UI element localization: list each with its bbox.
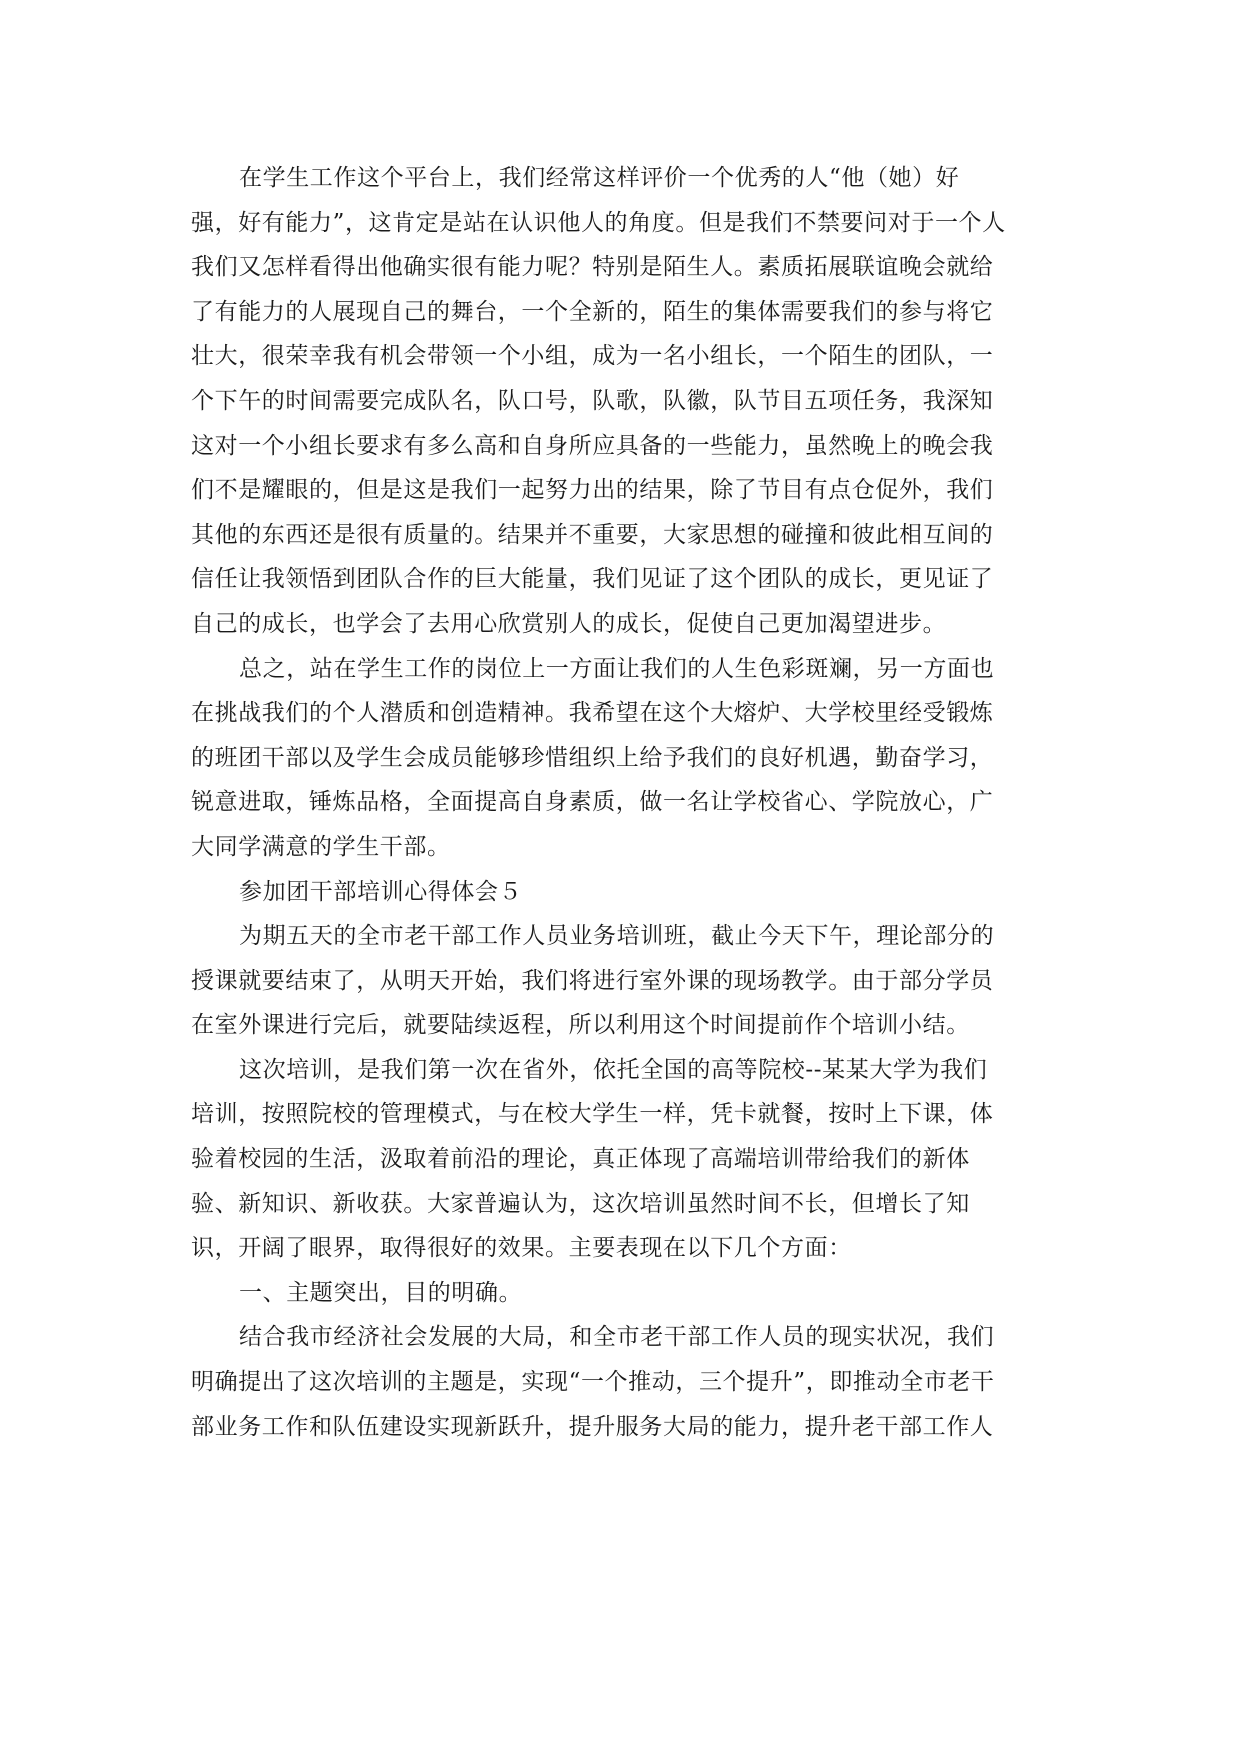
text-line: 信任让我领悟到团队合作的巨大能量，我们见证了这个团队的成长，更见证了 [191,566,994,593]
text-line: 授课就要结束了，从明天开始，我们将进行室外课的现场教学。由于部分学员 [191,967,994,994]
text-line: 在挑战我们的个人潜质和创造精神。我希望在这个大熔炉、大学校里经受锻炼 [191,700,994,727]
text-line: 验着校园的生活，汲取着前沿的理论，真正体现了高端培训带给我们的新体 [191,1146,970,1173]
text-line: 们不是耀眼的，但是这是我们一起努力出的结果，除了节目有点仓促外，我们 [191,477,994,504]
text-line: 部业务工作和队伍建设实现新跃升，提升服务大局的能力，提升老干部工作人 [191,1413,994,1440]
text-line: 的班团干部以及学生会成员能够珍惜组织上给予我们的良好机遇，勤奋学习， [191,744,994,771]
text-line: 验、新知识、新收获。大家普遍认为，这次培训虽然时间不长，但增长了知 [191,1190,970,1217]
text-line: 个下午的时间需要完成队名，队口号，队歌，队徽，队节目五项任务，我深知 [191,387,994,414]
text-line: 了有能力的人展现自己的舞台，一个全新的，陌生的集体需要我们的参与将它 [191,298,994,325]
text-line: 为期五天的全市老干部工作人员业务培训班，截止今天下午，理论部分的 [239,923,995,950]
text-line: 这次培训，是我们第一次在省外，依托全国的高等院校--某某大学为我们 [239,1056,988,1083]
text-line: 我们又怎样看得出他确实很有能力呢？特别是陌生人。素质拓展联谊晚会就给 [191,254,994,281]
subheading: 一、主题突出，目的明确。 [239,1279,523,1306]
text-line: 自己的成长，也学会了去用心欣赏别人的成长，促使自己更加渴望进步。 [191,610,947,637]
text-line: 锐意进取，锤炼品格，全面提高自身素质，做一名让学校省心、学院放心，广 [191,789,994,816]
text-line: 明确提出了这次培训的主题是，实现“一个推动，三个提升”，即推动全市老干 [191,1369,995,1396]
section-heading: 参加团干部培训心得体会５ [239,878,523,905]
text-line: 培训，按照院校的管理模式，与在校大学生一样，凭卡就餐，按时上下课，体 [191,1101,994,1128]
text-line: 在学生工作这个平台上，我们经常这样评价一个优秀的人“他（她）好 [239,165,960,191]
text-line: 总之，站在学生工作的岗位上一方面让我们的人生色彩斑斓，另一方面也 [239,655,995,682]
document-body [191,156,1071,1449]
text-line: 强，好有能力”，这肯定是站在认识他人的角度。但是我们不禁要问对于一个人 [191,209,1006,236]
text-line: 这对一个小组长要求有多么高和自身所应具备的一些能力，虽然晚上的晚会我 [191,432,994,459]
text-line: 壮大，很荣幸我有机会带领一个小组，成为一名小组长，一个陌生的团队，一 [191,343,994,370]
text-line: 识，开阔了眼界，取得很好的效果。主要表现在以下几个方面： [191,1235,852,1262]
text-line: 大同学满意的学生干部。 [191,833,451,860]
text-line: 在室外课进行完后，就要陆续返程，所以利用这个时间提前作个培训小结。 [191,1012,970,1039]
text-line: 其他的东西还是很有质量的。结果并不重要，大家思想的碰撞和彼此相互间的 [191,521,994,548]
text-line: 结合我市经济社会发展的大局，和全市老干部工作人员的现实状况，我们 [239,1324,995,1351]
